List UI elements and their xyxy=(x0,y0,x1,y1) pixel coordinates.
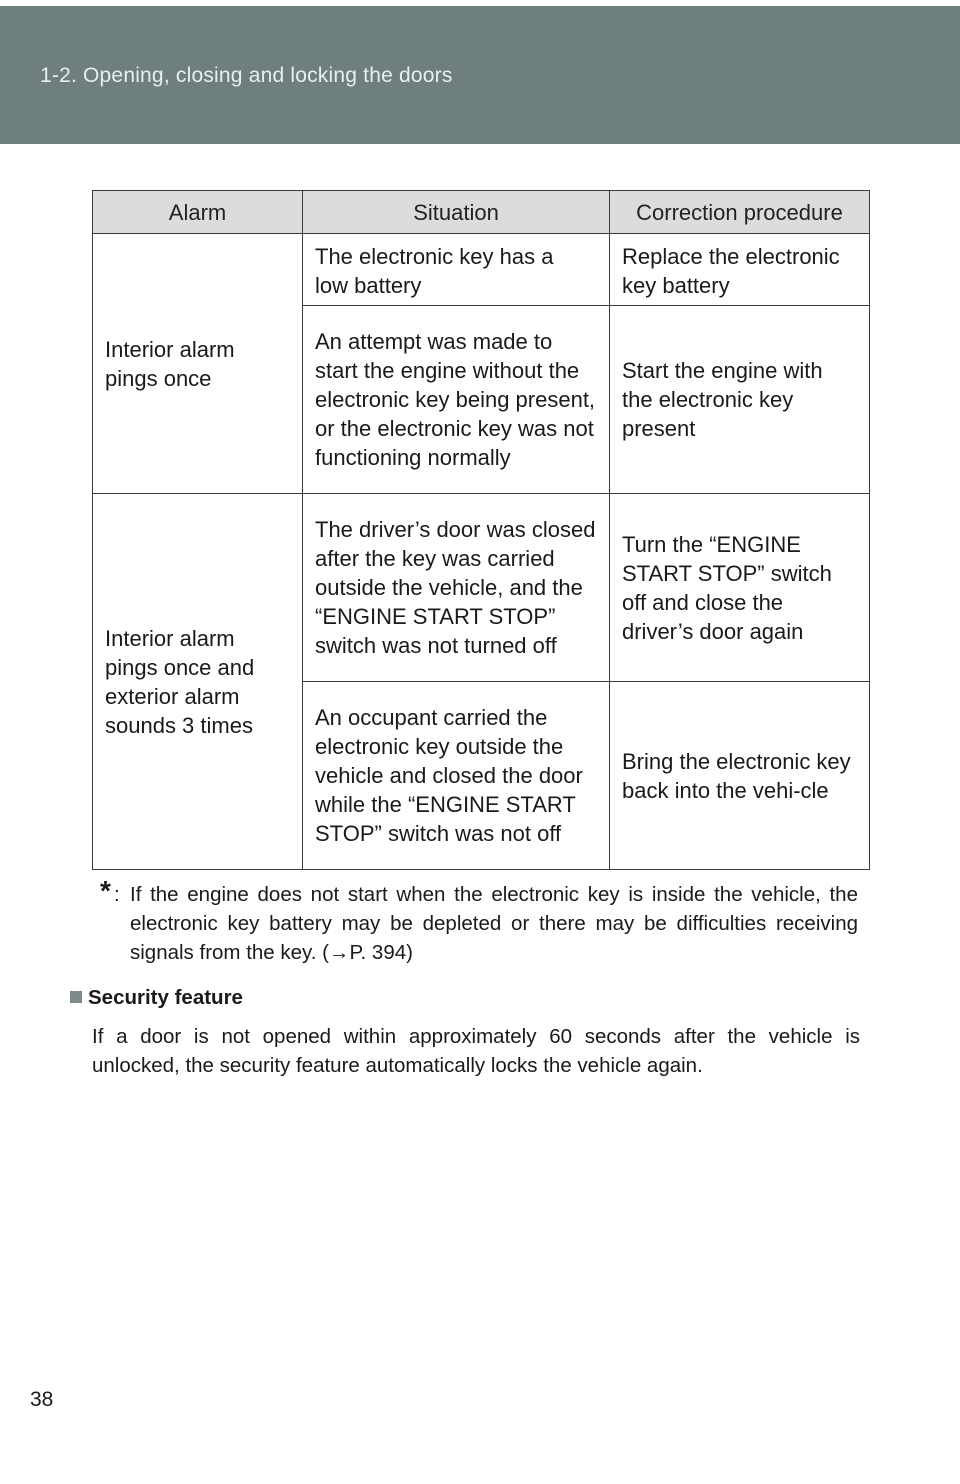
footnote-marker: * xyxy=(100,875,111,906)
table-row xyxy=(93,494,870,682)
security-heading-text: Security feature xyxy=(88,986,243,1009)
footnote xyxy=(100,875,858,967)
situation-cell: An occupant carried the electronic key outside the vehicle and closed the door while the “ENGINE START STOP” switch was not off xyxy=(303,682,610,870)
square-bullet-icon xyxy=(70,991,82,1003)
alarm-cell: Interior alarm pings once and exterior alarm sounds 3 times xyxy=(93,494,303,870)
security-feature-body: If a door is not opened within approximately 60 seconds after the vehicle is unlocked, the security feature automatically locks the vehicle again. xyxy=(92,1025,860,1077)
alarm-cell: Interior alarm pings once xyxy=(93,234,303,494)
page-header xyxy=(0,6,960,144)
table-row xyxy=(93,234,870,306)
section-title: 1-2. Opening, closing and locking the doors xyxy=(40,64,453,87)
correction-cell: Bring the electronic key back into the vehi-cle xyxy=(610,682,870,870)
footnote-colon: : xyxy=(114,883,120,906)
situation-cell: An attempt was made to start the engine without the electronic key being present, or the electronic key was not functioning normally xyxy=(303,306,610,494)
correction-cell: Turn the “ENGINE START STOP” switch off and close the driver’s door again xyxy=(610,494,870,682)
alarm-table xyxy=(92,190,870,870)
correction-cell: Replace the electronic key battery xyxy=(610,234,870,306)
footnote-text: If the engine does not start when the electronic key is inside the vehicle, the electronic key battery may be depleted or there may be difficulties receiving signals from the key. (→P. 394) xyxy=(130,883,858,964)
column-header-alarm: Alarm xyxy=(93,191,303,234)
column-header-situation: Situation xyxy=(303,191,610,234)
security-feature-heading xyxy=(70,985,243,1011)
situation-cell: The driver’s door was closed after the key was carried outside the vehicle, and the “ENGINE START STOP” switch was not turned off xyxy=(303,494,610,682)
situation-cell: The electronic key has a low battery xyxy=(303,234,610,306)
correction-cell: Start the engine with the electronic key present xyxy=(610,306,870,494)
table-header-row xyxy=(93,191,870,234)
column-header-correction: Correction procedure xyxy=(610,191,870,234)
page-number: 38 xyxy=(30,1388,54,1411)
